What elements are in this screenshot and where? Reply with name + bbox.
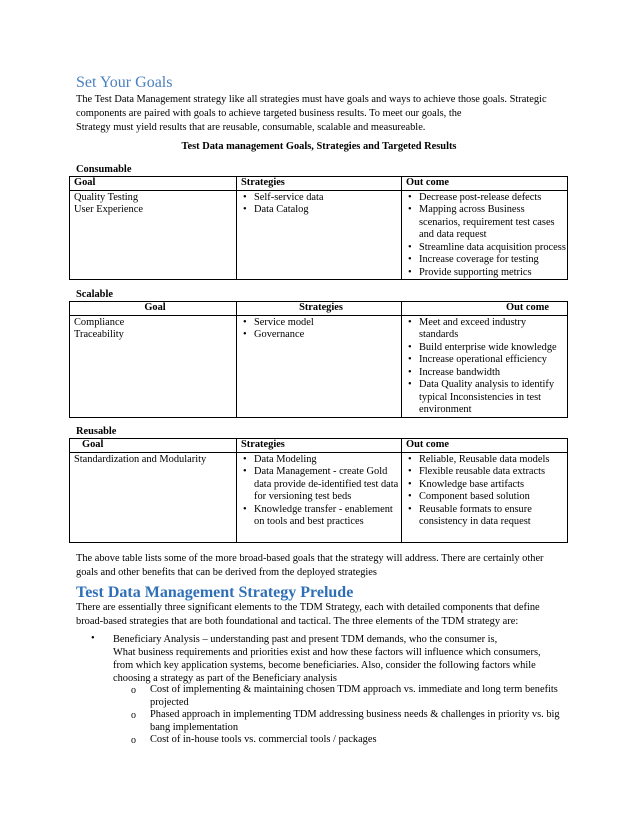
table-header-row: [70, 177, 568, 191]
outcome-item: • Knowledge base artifacts: [406, 479, 567, 492]
outcome-item: • Decrease post-release defects: [406, 192, 567, 205]
header-strategies: Strategies: [237, 177, 402, 191]
table-caption: Test Data management Goals, Strategies and Targeted Results: [181, 141, 457, 152]
outcome-item: • Provide supporting metrics: [406, 267, 567, 280]
goal-item: User Experience: [74, 204, 143, 215]
strategy-item: • Knowledge transfer - enablement on tools and best practices: [241, 504, 401, 529]
goal-cell: [70, 452, 237, 542]
goal-cell: [70, 190, 237, 280]
sub-bullet-marker: o: [131, 710, 136, 721]
intro-line: components are paired with goals to achieve targeted business results. To meet our goals, the: [76, 108, 462, 119]
bullet-line: from which key application systems, become beneficiaries. Also, consider the following factors while: [113, 660, 536, 671]
outcome-item: • Increase operational efficiency: [406, 354, 567, 367]
strategy-item: • Data Catalog: [241, 204, 401, 217]
intro-line: Strategy must yield results that are reusable, consumable, scalable and measureable.: [76, 122, 426, 133]
table-header-row: [70, 302, 568, 316]
bullet-line: choosing a strategy as part of the Beneficiary analysis: [113, 673, 337, 684]
sub-item: Phased approach in implementing TDM addressing business needs & challenges in priority vs. big bang implementation: [150, 709, 560, 733]
header-strategies: Strategies: [237, 302, 402, 316]
scalable-label: Scalable: [76, 289, 113, 300]
goals-intro: [76, 93, 576, 135]
reusable-table: [69, 438, 568, 543]
outcome-cell: [402, 315, 568, 417]
outcome-item: • Increase bandwidth: [406, 367, 567, 380]
reusable-label: Reusable: [76, 426, 117, 437]
prelude-intro: [76, 601, 576, 629]
table-row: [70, 452, 568, 542]
summary-paragraph: [76, 552, 576, 580]
beneficiary-analysis-item: [113, 633, 573, 685]
goal-item: Quality Testing: [74, 191, 139, 203]
strategy-item: • Data Modeling: [241, 454, 401, 467]
bullet-line: Beneficiary Analysis – understanding past and present TDM demands, who the consumer is,: [113, 634, 498, 645]
outcome-item: • Increase coverage for testing: [406, 254, 567, 267]
header-outcome: Out come: [402, 439, 568, 453]
goal-cell: [70, 315, 237, 417]
outcome-cell: [402, 190, 568, 280]
header-outcome: Out come: [402, 177, 568, 191]
outcome-item: • Reusable formats to ensure consistency in data request: [406, 504, 567, 529]
table-row: [70, 190, 568, 280]
section-title-goals: Set Your Goals: [76, 74, 173, 91]
header-goal: Goal: [70, 302, 237, 316]
outcome-item: • Component based solution: [406, 491, 567, 504]
bullet-line: What business requirements and priorities exist and how these factors will influence which consumers,: [113, 647, 541, 658]
outcome-cell: [402, 452, 568, 542]
goal-item: Standardization and Modularity: [74, 453, 207, 465]
header-strategies: Strategies: [237, 439, 402, 453]
strategies-cell: [237, 452, 402, 542]
outcome-item: • Build enterprise wide knowledge: [406, 342, 567, 355]
consumable-table: [69, 176, 568, 280]
strategy-item: • Self-service data: [241, 192, 401, 205]
sub-item: Cost of in-house tools vs. commercial tools / packages: [150, 734, 377, 745]
strategies-cell: [237, 190, 402, 280]
summary-line: The above table lists some of the more broad-based goals that the strategy will address. There are certainly other: [76, 553, 544, 564]
consumable-label: Consumable: [76, 164, 132, 175]
header-goal: Goal: [70, 439, 237, 453]
outcome-item: • Streamline data acquisition process: [406, 242, 567, 255]
table-row: [70, 315, 568, 417]
outcome-item: • Data Quality analysis to identify typical Inconsistencies in test environment: [406, 379, 567, 417]
intro-line: broad-based strategies that are both foundational and tactical. The three elements of the TDM strategy are:: [76, 616, 519, 627]
sub-bullet-marker: o: [131, 735, 136, 746]
bullet-marker: •: [91, 633, 95, 644]
strategies-cell: [237, 315, 402, 417]
header-outcome: Out come: [402, 302, 568, 316]
strategy-item: • Data Management - create Gold data provide de-identified test data for versioning test beds: [241, 466, 401, 504]
intro-line: The Test Data Management strategy like all strategies must have goals and ways to achieve those goals. Strategic: [76, 94, 547, 105]
goal-item: Traceability: [74, 329, 124, 340]
table-header-row: [70, 439, 568, 453]
goal-item: Compliance: [74, 316, 125, 328]
intro-line: There are essentially three significant elements to the TDM Strategy, each with detailed components that define: [76, 602, 540, 613]
strategy-item: • Governance: [241, 329, 401, 342]
sub-item: Cost of implementing & maintaining chosen TDM approach vs. immediate and long term benefits projected: [150, 684, 558, 708]
scalable-table: [69, 301, 568, 418]
outcome-item: • Mapping across Business scenarios, requirement test cases and data request: [406, 204, 567, 242]
outcome-item: • Flexible reusable data extracts: [406, 466, 567, 479]
outcome-item: • Meet and exceed industry standards: [406, 317, 567, 342]
sub-bullet-marker: o: [131, 685, 136, 696]
header-goal: Goal: [70, 177, 237, 191]
summary-line: goals and other benefits that can be derived from the deployed strategies: [76, 567, 377, 578]
section-title-prelude: Test Data Management Strategy Prelude: [76, 584, 354, 601]
strategy-item: • Service model: [241, 317, 401, 330]
outcome-item: • Reliable, Reusable data models: [406, 454, 567, 467]
